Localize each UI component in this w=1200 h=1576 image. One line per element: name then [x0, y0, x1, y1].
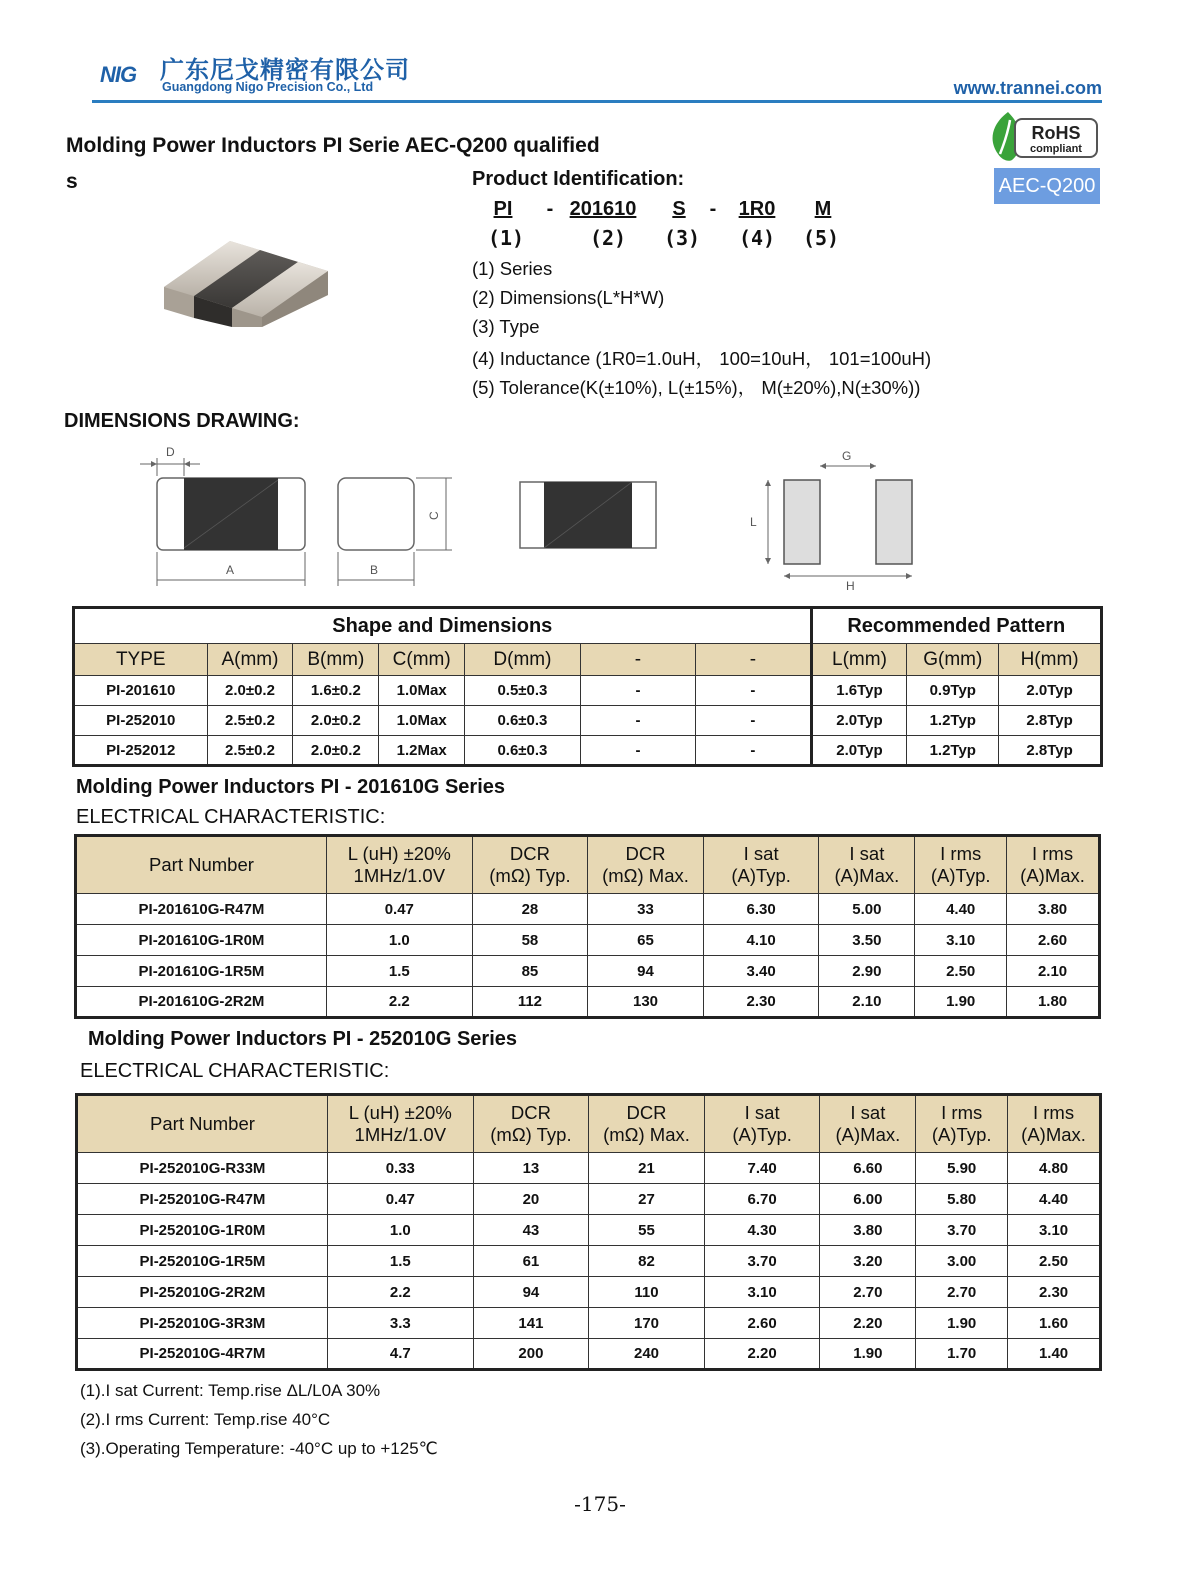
footnote: (1).I sat Current: Temp.rise ΔL/L0A 30%: [80, 1381, 381, 1400]
part-number-cell: PI-201610G-1R0M: [76, 925, 327, 956]
table-cell: 0.9Typ: [907, 676, 999, 706]
table-cell: 20: [473, 1184, 589, 1215]
table-cell: 3.80: [1007, 894, 1100, 925]
table-cell: 2.70: [820, 1277, 916, 1308]
table-cell: 1.90: [820, 1339, 916, 1370]
table-cell: 5.00: [819, 894, 915, 925]
rohs-label-box: [1014, 118, 1098, 158]
table-cell: 65: [588, 925, 704, 956]
table-cell: 61: [473, 1246, 589, 1277]
table-cell: 4.40: [915, 894, 1007, 925]
dim-label-b: B: [370, 563, 379, 577]
table-cell: 2.10: [1007, 956, 1100, 987]
column-header: DCR (mΩ) Typ.: [472, 836, 588, 894]
table-cell: -: [580, 706, 695, 736]
table-cell: 1.90: [916, 1308, 1008, 1339]
table-cell: 2.2: [326, 987, 472, 1018]
table-cell: 6.60: [820, 1153, 916, 1184]
column-header: Part Number: [77, 1095, 328, 1153]
dim-label-d: D: [166, 445, 175, 459]
part-number-cell: PI-252010G-R33M: [77, 1153, 328, 1184]
table-cell: 3.70: [704, 1246, 820, 1277]
table-cell: 6.00: [820, 1184, 916, 1215]
series1-subtitle: ELECTRICAL CHARACTERISTIC:: [76, 806, 386, 828]
table-cell: 141: [473, 1308, 589, 1339]
table-cell: 3.20: [820, 1246, 916, 1277]
table-cell: 2.0±0.2: [293, 706, 379, 736]
logo-mark: NIG: [100, 62, 137, 87]
column-header: I sat (A)Typ.: [704, 1095, 820, 1153]
dim-label-a: A: [226, 563, 235, 577]
table-cell: 1.60: [1008, 1308, 1101, 1339]
column-header: -: [696, 644, 811, 676]
pid-code-series: PI: [493, 198, 513, 220]
table-cell: 112: [472, 987, 588, 1018]
table-header-row: [74, 644, 1102, 676]
series1-electrical-table: [74, 834, 1101, 1019]
table-cell: 2.5±0.2: [207, 736, 293, 766]
table-cell: 94: [473, 1277, 589, 1308]
group-header-shape: Shape and Dimensions: [74, 608, 812, 644]
part-number-cell: PI-201610G-1R5M: [76, 956, 327, 987]
column-header: DCR (mΩ) Typ.: [473, 1095, 589, 1153]
table-cell: 2.60: [704, 1308, 820, 1339]
table-cell: 1.0: [327, 1215, 473, 1246]
series2-subtitle: ELECTRICAL CHARACTERISTIC:: [80, 1060, 390, 1082]
table-cell: 6.70: [704, 1184, 820, 1215]
company-name-cn: 广东尼戈精密有限公司: [160, 55, 410, 84]
part-number-cell: PI-252010G-1R5M: [77, 1246, 328, 1277]
table-header-row: [76, 836, 1100, 894]
table-cell: 4.80: [1008, 1153, 1101, 1184]
table-cell: 27: [589, 1184, 705, 1215]
table-cell: 0.47: [327, 1184, 473, 1215]
table-cell: 2.90: [819, 956, 915, 987]
table-cell: 2.0Typ: [811, 736, 907, 766]
table-cell: 2.30: [703, 987, 819, 1018]
column-header: I rms (A)Typ.: [916, 1095, 1008, 1153]
pid-line: (2) Dimensions(L*H*W): [472, 287, 665, 308]
column-header: D(mm): [465, 644, 581, 676]
inductor-photo: [150, 225, 340, 335]
table-cell: 1.2Typ: [907, 736, 999, 766]
table-cell: 2.8Typ: [999, 706, 1102, 736]
table-cell: 2.0±0.2: [207, 676, 293, 706]
table-cell: 2.0Typ: [811, 706, 907, 736]
website-link[interactable]: www.trannei.com: [953, 78, 1102, 98]
table-cell: -: [580, 736, 695, 766]
part-number-cell: PI-252010G-1R0M: [77, 1215, 328, 1246]
company-name-en: Guangdong Nigo Precision Co., Ltd: [162, 80, 374, 94]
table-cell: 1.2Typ: [907, 706, 999, 736]
table-cell: 0.6±0.3: [465, 706, 581, 736]
table-cell: 2.8Typ: [999, 736, 1102, 766]
table-cell: 0.6±0.3: [465, 736, 581, 766]
table-cell: 2.30: [1008, 1277, 1101, 1308]
table-cell: 1.6Typ: [811, 676, 907, 706]
table-cell: 4.7: [327, 1339, 473, 1370]
footnote: (3).Operating Temperature: -40°C up to +125℃: [80, 1439, 438, 1458]
pid-index: (1): [487, 226, 525, 250]
pid-index: (5): [802, 226, 840, 250]
table-row: [76, 987, 1100, 1018]
series2-electrical-table: [75, 1093, 1102, 1371]
table-cell: PI-252012: [74, 736, 208, 766]
column-header: B(mm): [293, 644, 379, 676]
column-header: C(mm): [379, 644, 465, 676]
table-cell: 21: [589, 1153, 705, 1184]
dim-label-h: H: [846, 579, 855, 593]
pid-index: (3): [663, 226, 701, 250]
footnote: (2).I rms Current: Temp.rise 40°C: [80, 1410, 331, 1429]
pid-line: (3) Type: [472, 316, 540, 337]
part-number-cell: PI-252010G-R47M: [77, 1184, 328, 1215]
table-cell: 6.30: [703, 894, 819, 925]
pid-code-dimensions: 201610: [569, 198, 637, 220]
pid-code-tolerance: M: [814, 198, 832, 220]
series1-title: Molding Power Inductors PI - 201610G Series: [76, 776, 506, 798]
dim-label-l: L: [750, 515, 757, 529]
table-cell: 0.5±0.3: [465, 676, 581, 706]
pid-index: (2): [589, 226, 627, 250]
aec-q200-badge: AEC-Q200: [994, 168, 1100, 204]
column-header: H(mm): [999, 644, 1102, 676]
page-title-wrap: s: [66, 170, 78, 193]
table-cell: 2.5±0.2: [207, 706, 293, 736]
part-number-cell: PI-252010G-3R3M: [77, 1308, 328, 1339]
dim-label-c: C: [427, 511, 441, 520]
part-number-cell: PI-201610G-R47M: [76, 894, 327, 925]
table-cell: 2.2: [327, 1277, 473, 1308]
pid-code-type: S: [672, 198, 686, 220]
table-cell: 2.0±0.2: [293, 736, 379, 766]
table-cell: 3.10: [1008, 1215, 1101, 1246]
product-id-title: Product Identification:: [472, 168, 685, 190]
table-cell: 2.50: [915, 956, 1007, 987]
table-row: [77, 1277, 1101, 1308]
column-header: I sat (A)Typ.: [703, 836, 819, 894]
table-cell: 2.70: [916, 1277, 1008, 1308]
table-row: [77, 1153, 1101, 1184]
table-row: [77, 1339, 1101, 1370]
table-cell: 3.00: [916, 1246, 1008, 1277]
table-cell: 110: [589, 1277, 705, 1308]
column-header: DCR (mΩ) Max.: [589, 1095, 705, 1153]
column-header: -: [580, 644, 695, 676]
table-cell: 2.20: [820, 1308, 916, 1339]
table-cell: 28: [472, 894, 588, 925]
table-cell: 1.5: [326, 956, 472, 987]
table-cell: 1.0Max: [379, 706, 465, 736]
column-header: I sat (A)Max.: [820, 1095, 916, 1153]
table-row: [77, 1215, 1101, 1246]
column-header: DCR (mΩ) Max.: [588, 836, 704, 894]
table-row: [76, 956, 1100, 987]
table-cell: 85: [472, 956, 588, 987]
series2-title: Molding Power Inductors PI - 252010G Series: [88, 1028, 518, 1050]
column-header: L (uH) ±20% 1MHz/1.0V: [326, 836, 472, 894]
table-row: [74, 706, 1102, 736]
table-cell: 33: [588, 894, 704, 925]
table-cell: 1.80: [1007, 987, 1100, 1018]
column-header: I rms (A)Max.: [1007, 836, 1100, 894]
rohs-text: RoHS: [1031, 123, 1081, 143]
part-number-cell: PI-201610G-2R2M: [76, 987, 327, 1018]
table-cell: 1.0Max: [379, 676, 465, 706]
table-cell: 2.50: [1008, 1246, 1101, 1277]
table-cell: 1.90: [915, 987, 1007, 1018]
table-cell: 1.40: [1008, 1339, 1101, 1370]
column-header: A(mm): [207, 644, 293, 676]
table-cell: 13: [473, 1153, 589, 1184]
column-header: TYPE: [74, 644, 208, 676]
table-cell: 3.50: [819, 925, 915, 956]
table-cell: 58: [472, 925, 588, 956]
table-cell: 3.70: [916, 1215, 1008, 1246]
table-cell: PI-252010: [74, 706, 208, 736]
header-divider: [92, 100, 1102, 103]
page-number: -175-: [574, 1492, 626, 1516]
table-cell: -: [696, 736, 811, 766]
table-row: [76, 925, 1100, 956]
table-cell: -: [696, 706, 811, 736]
table-cell: 130: [588, 987, 704, 1018]
table-row: [77, 1246, 1101, 1277]
table-cell: 3.10: [704, 1277, 820, 1308]
pid-line: (1) Series: [472, 258, 553, 279]
pid-code-inductance: 1R0: [738, 198, 776, 220]
pid-line: (4) Inductance (1R0=1.0uH， 100=10uH， 101=100uH): [472, 348, 932, 369]
table-cell: 0.33: [327, 1153, 473, 1184]
table-cell: 55: [589, 1215, 705, 1246]
column-header: I rms (A)Typ.: [915, 836, 1007, 894]
table-cell: 1.5: [327, 1246, 473, 1277]
table-cell: 1.6±0.2: [293, 676, 379, 706]
table-cell: 82: [589, 1246, 705, 1277]
table-cell: 1.70: [916, 1339, 1008, 1370]
table-cell: 94: [588, 956, 704, 987]
dimensions-drawing: [130, 440, 930, 595]
table-row: [74, 676, 1102, 706]
pid-line: (5) Tolerance(K(±10%), L(±15%)， M(±20%),N(±30%)): [472, 377, 921, 398]
table-cell: 240: [589, 1339, 705, 1370]
column-header: L(mm): [811, 644, 907, 676]
table-cell: 2.10: [819, 987, 915, 1018]
dim-label-g: G: [842, 449, 852, 463]
table-cell: 1.0: [326, 925, 472, 956]
table-cell: 2.0Typ: [999, 676, 1102, 706]
table-cell: 2.60: [1007, 925, 1100, 956]
table-cell: 170: [589, 1308, 705, 1339]
column-header: G(mm): [907, 644, 999, 676]
table-cell: 43: [473, 1215, 589, 1246]
part-number-cell: PI-252010G-4R7M: [77, 1339, 328, 1370]
table-cell: 4.40: [1008, 1184, 1101, 1215]
column-header: I sat (A)Max.: [819, 836, 915, 894]
rohs-badge: [988, 112, 1100, 164]
table-cell: 3.40: [703, 956, 819, 987]
table-cell: 3.3: [327, 1308, 473, 1339]
table-cell: 3.80: [820, 1215, 916, 1246]
group-header-pattern: Recommended Pattern: [811, 608, 1101, 644]
table-row: [77, 1308, 1101, 1339]
table-cell: 5.90: [916, 1153, 1008, 1184]
table-cell: 1.2Max: [379, 736, 465, 766]
page-title: Molding Power Inductors PI Serie AEC-Q200 qualified: [66, 134, 600, 157]
table-group-header-row: [74, 608, 1102, 644]
shape-dimensions-table: [72, 606, 1103, 767]
pid-code-dash: -: [546, 198, 554, 220]
table-cell: 2.20: [704, 1339, 820, 1370]
table-cell: 4.10: [703, 925, 819, 956]
table-cell: PI-201610: [74, 676, 208, 706]
table-cell: 7.40: [704, 1153, 820, 1184]
part-number-cell: PI-252010G-2R2M: [77, 1277, 328, 1308]
table-cell: -: [580, 676, 695, 706]
table-cell: 3.10: [915, 925, 1007, 956]
column-header: L (uH) ±20% 1MHz/1.0V: [327, 1095, 473, 1153]
dimensions-drawing-title: DIMENSIONS DRAWING:: [64, 410, 300, 432]
table-cell: 0.47: [326, 894, 472, 925]
table-cell: 5.80: [916, 1184, 1008, 1215]
column-header: Part Number: [76, 836, 327, 894]
table-header-row: [77, 1095, 1101, 1153]
table-row: [76, 894, 1100, 925]
table-cell: 200: [473, 1339, 589, 1370]
pid-code-dash: -: [709, 198, 717, 220]
pid-index: (4): [738, 226, 776, 250]
table-cell: -: [696, 676, 811, 706]
table-cell: 4.30: [704, 1215, 820, 1246]
table-row: [77, 1184, 1101, 1215]
rohs-subtext: compliant: [1030, 143, 1082, 155]
table-row: [74, 736, 1102, 766]
column-header: I rms (A)Max.: [1008, 1095, 1101, 1153]
